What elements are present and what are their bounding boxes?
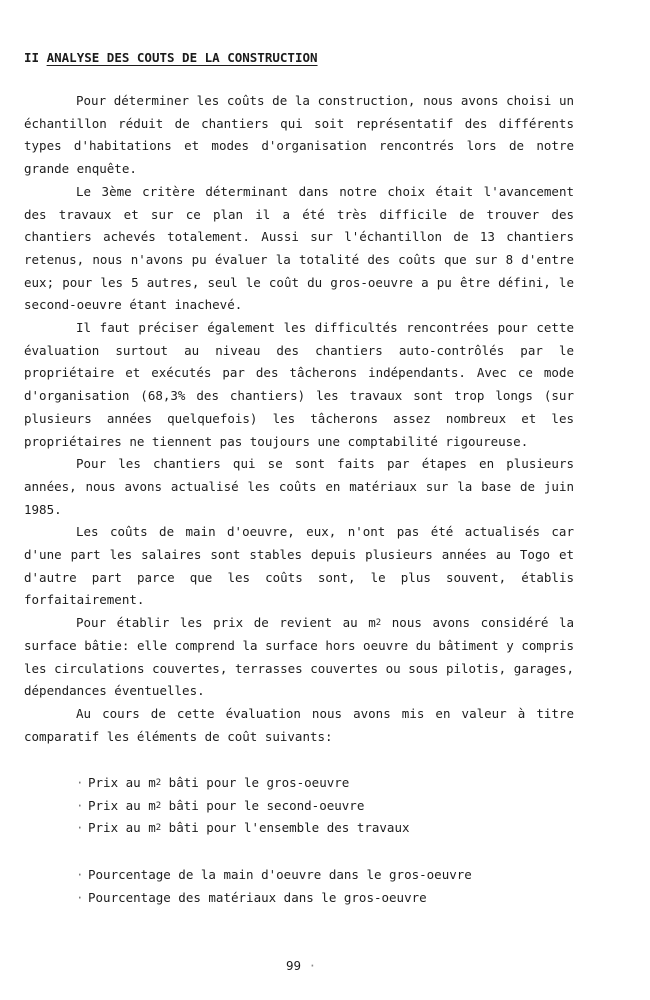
paragraph-6-before: Pour établir les prix de revient au m (76, 615, 376, 631)
list-item: · Pourcentage des matériaux dans le gros-oeuvre (76, 887, 472, 910)
paragraph-1: Pour déterminer les coûts de la construction, nous avons choisi un échantillon réduit de chantiers qui soit représentatif des différents types d'habitations et modes d'organisation rencontrés lors de notre grande enquête. (24, 93, 574, 177)
bullet-icon: · (76, 867, 84, 882)
list-item: · Prix au $m^2$ bâti pour le gros-oeuvre (76, 772, 410, 795)
page-number: 99 · (286, 958, 317, 973)
list-item: · Prix au $m^2$ bâti pour le second-oeuvre (76, 795, 410, 818)
paragraph-5: Les coûts de main d'oeuvre, eux, n'ont pas été actualisés car d'une part les salaires sont stables depuis plusieurs années au Togo et d'autre part parce que les coûts sont, le plus souvent, établis forfaitairement. (24, 524, 574, 608)
bullet-icon: · (76, 797, 84, 813)
bullet-icon: · (76, 775, 84, 790)
paragraph-3: Il faut préciser également les difficultés rencontrées pour cette évaluation surtout au niveau des chantiers auto-contrôlés par le propriétaire et exécutés par des tâcherons indépendants. Avec ce mode d'organisation (68,3% des chantiers) les travaux sont trop longs (sur plusieurs années quelquefois) les tâcherons assez nombreux et les propriétaires ne tiennent pas toujours une comptabilité rigoureuse. (24, 320, 574, 449)
paragraph-7: Au cours de cette évaluation nous avons mis en valeur à titre comparatif les éléments de coût suivants: (24, 705, 574, 744)
page-number-dot: · (308, 958, 317, 973)
section-number: II (24, 50, 40, 65)
bullet-icon: · (76, 889, 84, 905)
body-text (24, 90, 574, 748)
paragraph-6-after: nous avons considéré la surface bâtie: elle comprend la surface hors oeuvre du bâtiment y compris les circulations couvertes, terrasses couvertes ou sous pilotis, garages, dépendances éventuelles. (24, 615, 575, 699)
list-item: · Pourcentage de la main d'oeuvre dans le gros-oeuvre (76, 864, 472, 887)
list-item: · Prix au $m^2$ bâti pour l'ensemble des travaux (76, 817, 410, 840)
section-title: ANALYSE DES COUTS DE LA CONSTRUCTION (46, 50, 318, 65)
price-list (76, 772, 410, 840)
paragraph-2: Le 3ème critère déterminant dans notre choix était l'avancement des travaux et sur ce plan il a été très difficile de trouver des chantiers achevés totalement. Aussi sur l'échantillon de 13 chantiers retenus, nous n'avons pu évaluer la totalité des coûts que sur 8 d'entre eux; pour les 5 autres, seul le coût du gros-oeuvre a pu être défini, le second-oeuvre étant inachevé. (24, 183, 574, 313)
percentage-list (76, 864, 472, 909)
superscript-2: 2 (375, 618, 382, 629)
paragraph-4: Pour les chantiers qui se sont faits par étapes en plusieurs années, nous avons actualisé les coûts en matériaux sur la base de juin 1985. (24, 456, 574, 517)
bullet-icon: · (76, 820, 84, 835)
paragraph-6 (24, 612, 574, 703)
section-heading (24, 50, 318, 65)
